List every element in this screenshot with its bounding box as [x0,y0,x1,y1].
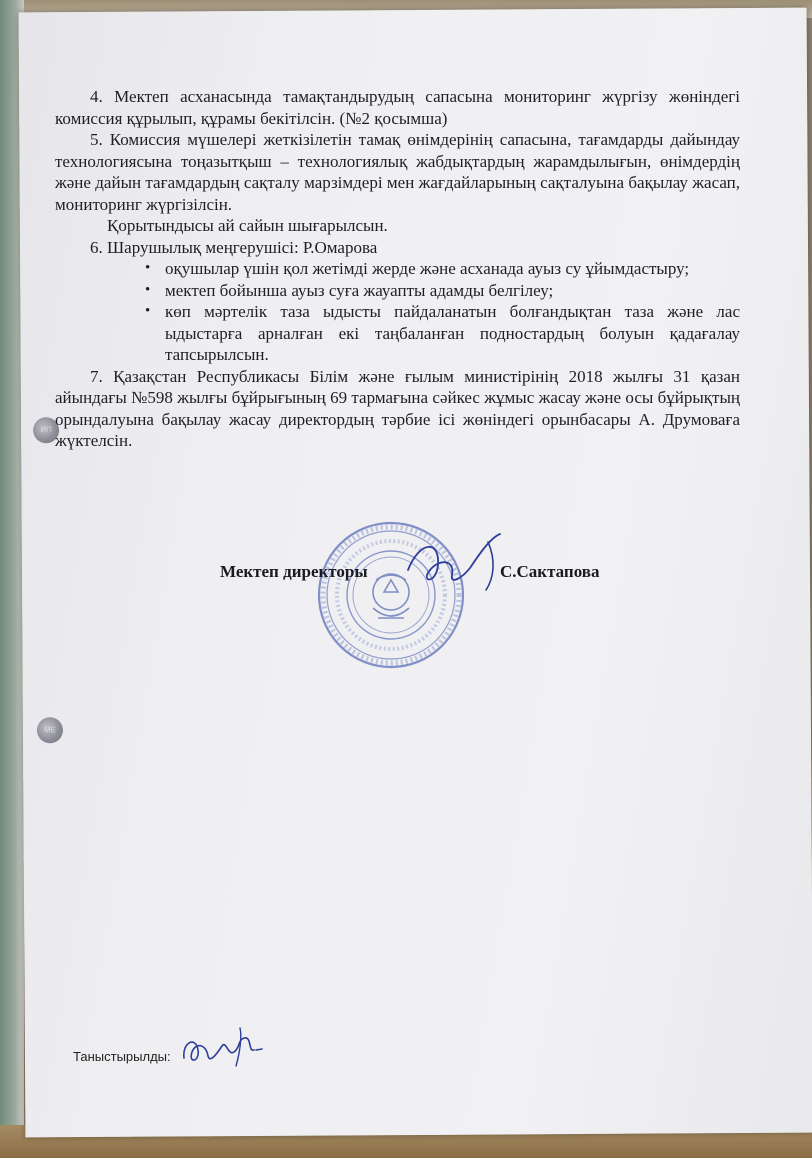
item-6-bullets [55,258,740,366]
signature-icon [400,530,510,600]
item-4: 4. Мектеп асханасында тамақтандырудың сапасына мониторинг жүргізу жөніндегі комиссия құрылып, құрамы бекітілсін. (№2 қосымша) [55,87,740,128]
bullet-item: • мектеп бойынша ауыз суға жауапты адамды белгілеу; [165,280,740,302]
bullet-item: • оқушылар үшін қол жетімді жерде және асханада ауыз су ұйымдастыру; [165,258,740,280]
signature-icon [178,1022,268,1072]
acknowledged-label: Таныстырылды: [73,1049,171,1064]
signature-name: С.Сактапова [500,562,600,581]
item-7: 7. Қазақстан Республикасы Білім және ғылым министірінің 2018 жылғы 31 қазан айындағы №598 жылғы бұйрығының 69 тармағына сәйкес жұмыс жасау және осы бұйрықтың орындалуына бақылау жасау директордың тәрбие ісі жөніндегі орынбасары А. Друмоваға жүктелсін. [55,366,740,450]
item-5: 5. Комиссия мүшелері жеткізілетін тамақ өнімдерінің сапасына, тағамдарды дайындау технологиясына тоңазытқыш – технологиялық жабдықтардың жарамдылығын, өнімдердің және дайын тағамдардың сақталу марзімдері мен жағдайларының сақталуына бақылау жасап, мониторинг жүргізілсін. [55,130,740,214]
item-6: 6. Шарушылық меңгерушісі: Р.Омарова [90,237,378,257]
summary-line: Қорытындысы ай сайын шығарылсын. [107,216,388,235]
bullet-item: • көп мәртелік таза ыдысты пайдаланатын болғандықтан таза және лас ыдыстарға арналған екі таңбаланған подностардың болуын қадағалау тапсырылсын. [165,301,740,366]
signature-title: Мектеп директоры [220,562,368,581]
document-body [55,86,740,452]
binder-hole-icon: МЕ [37,717,63,743]
binder-hole-icon: ИП [33,417,59,443]
